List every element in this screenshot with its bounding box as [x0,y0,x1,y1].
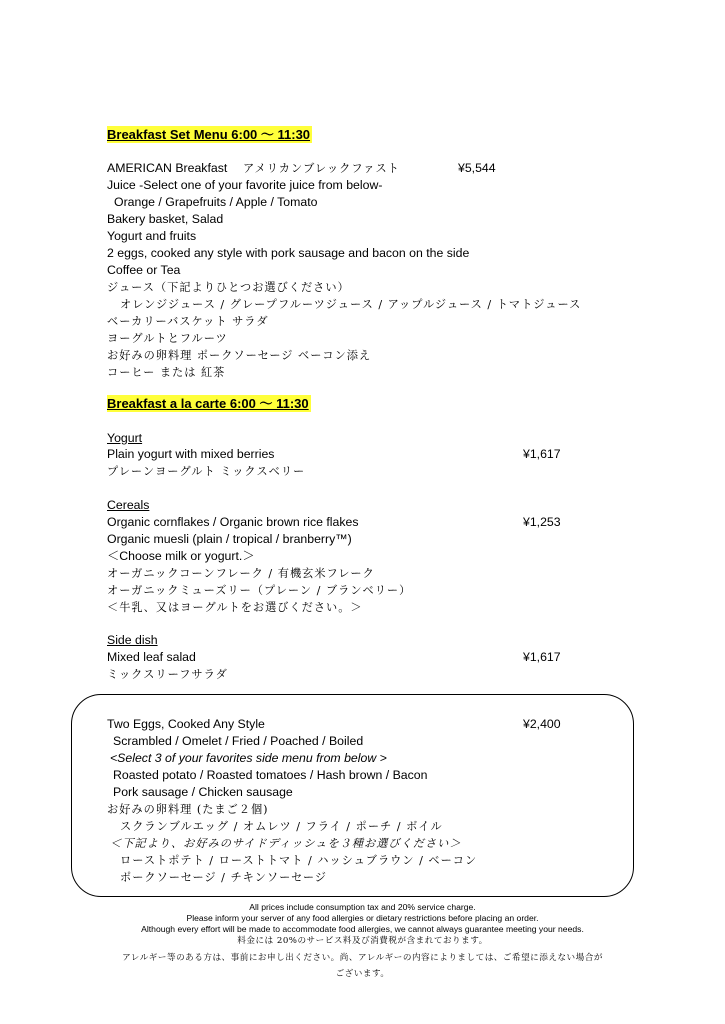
american-breakfast-name-jp: アメリカンブレックファスト [243,162,400,175]
american-line-drink: Coffee or Tea [107,263,181,277]
footer-line-4: 料金には 20%のサービス料及び消費税が含まれております。 [237,936,488,946]
footer-line-2: Please inform your server of any food allergies or dietary restrictions before placing an order. [186,913,539,923]
eggs-jp-note: ＜下記より、お好みのサイドディッシュを３種お選びください＞ [110,837,462,850]
eggs-styles: Scrambled / Omelet / Fried / Poached / Boiled [113,734,364,748]
american-jp-juice: ジュース（下記よりひとつお選びください） [107,281,350,294]
american-jp-juice-options: オレンジジュース / グレープフルーツジュース / アップルジュース / トマトジュース [120,298,582,311]
side-dish-price: ¥1,617 [523,650,561,664]
eggs-sides-1: Roasted potato / Roasted tomatoes / Hash brown / Bacon [113,768,428,782]
yogurt-price: ¥1,617 [523,447,561,461]
cereals-jp-3: ＜牛乳、又はヨーグルトをお選びください。＞ [107,601,363,614]
footer-line-6: ございます。 [335,969,390,979]
side-dish-item-jp: ミックスリーフサラダ [107,668,228,681]
cereals-item-2: Organic muesli (plain / tropical / branberry™) [107,532,352,546]
yogurt-item: Plain yogurt with mixed berries [107,447,275,461]
eggs-sides-2: Pork sausage / Chicken sausage [113,785,293,799]
footer-line-3: Although every effort will be made to accommodate food allergies, we cannot always guarantee meeting your needs. [141,924,584,934]
cereals-section-title: Cereals [107,498,150,512]
american-line-yogurt: Yogurt and fruits [107,229,197,243]
side-dish-section-title: Side dish [107,633,158,647]
american-line-juice-options: Orange / Grapefruits / Apple / Tomato [114,195,318,209]
cereals-note: ＜Choose milk or yogurt.＞ [107,549,255,563]
side-dish-item: Mixed leaf salad [107,650,196,664]
american-breakfast-price: ¥5,544 [458,161,496,175]
american-jp-bakery: ベーカリーバスケット サラダ [107,315,269,328]
eggs-jp-title: お好みの卵料理 (たまご２個) [107,803,269,816]
eggs-jp-sides-1: ローストポテト / ローストトマト / ハッシュブラウン / ベーコン [120,854,478,867]
set-menu-heading: Breakfast Set Menu 6:00 ～ 11:30 [107,127,311,142]
american-breakfast-name: AMERICAN Breakfast [107,161,228,175]
footer-line-5: アレルギー等のある方は、事前にお申し出ください。尚、アレルギーの内容によりましては、ご希望に添えない場合が [122,953,603,963]
american-line-bakery: Bakery basket, Salad [107,212,224,226]
yogurt-section-title: Yogurt [107,431,143,445]
eggs-title: Two Eggs, Cooked Any Style [107,717,265,731]
american-jp-eggs: お好みの卵料理 ポークソーセージ ベーコン添え [107,349,372,362]
cereals-price: ¥1,253 [523,515,561,529]
cereals-jp-2: オーガニックミューズリー（プレーン / ブランベリー） [107,584,412,597]
american-line-eggs: 2 eggs, cooked any style with pork sausage and bacon on the side [107,246,470,260]
footer-line-1: All prices include consumption tax and 20% service charge. [249,902,476,912]
yogurt-item-jp: プレーンヨーグルト ミックスベリー [107,465,306,478]
cereals-item-1: Organic cornflakes / Organic brown rice flakes [107,515,359,529]
american-jp-yogurt: ヨーグルトとフルーツ [107,332,228,345]
eggs-select-note: <Select 3 of your favorites side menu from below > [110,751,387,765]
eggs-jp-styles: スクランブルエッグ / オムレツ / フライ / ポーチ / ボイル [120,820,443,833]
eggs-price: ¥2,400 [523,717,561,731]
cereals-jp-1: オーガニックコーンフレーク / 有機玄米フレーク [107,567,375,580]
american-line-juice: Juice -Select one of your favorite juice from below- [107,178,383,192]
american-jp-drink: コーヒー または 紅茶 [107,366,226,379]
eggs-jp-sides-2: ポークソーセージ / チキンソーセージ [120,871,327,884]
a-la-carte-heading: Breakfast a la carte 6:00 ～ 11:30 [107,396,309,411]
